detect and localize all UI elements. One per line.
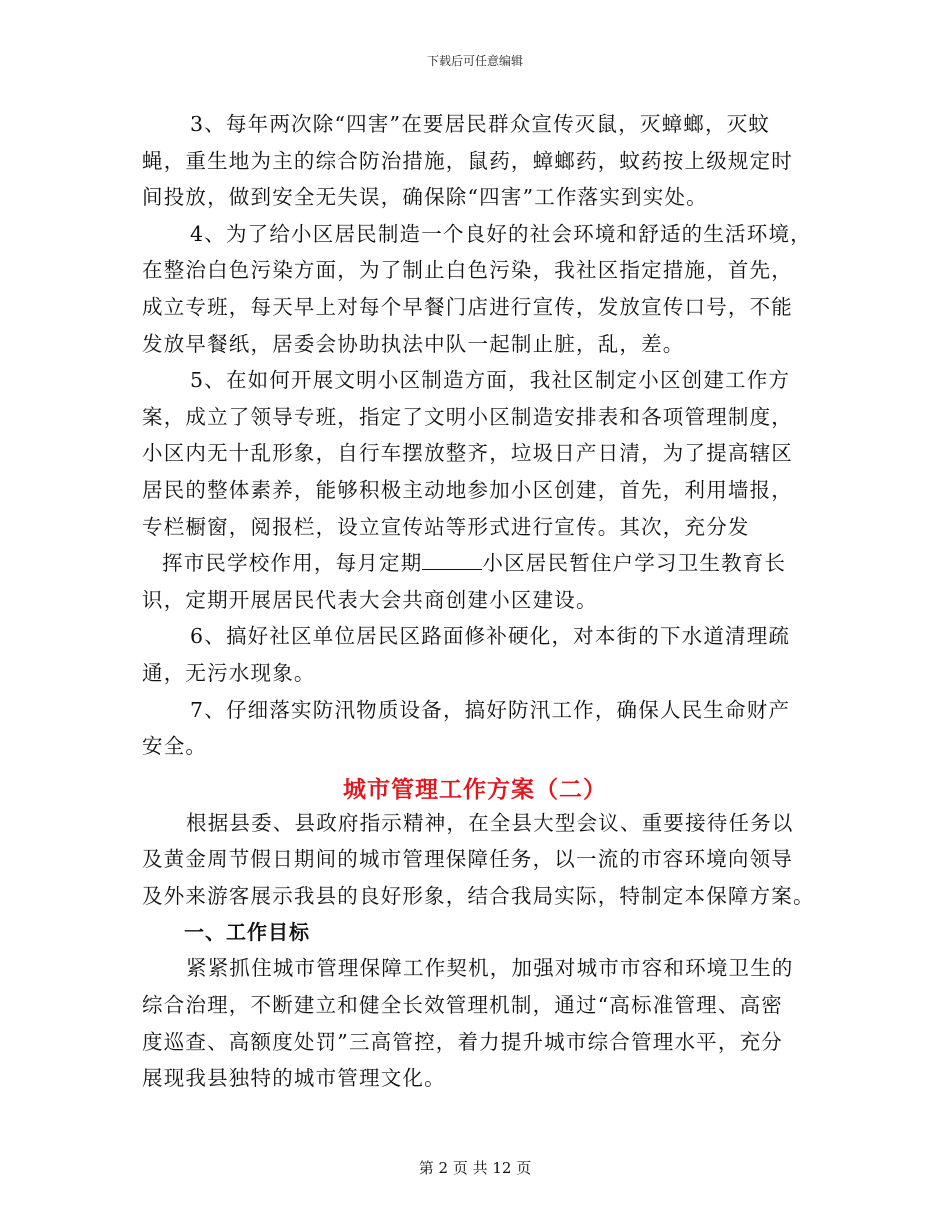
text-line: 通，无污水现象。 [142,660,316,685]
text-line: 综合治理，不断建立和健全长效管理机制，通过“高标准管理、高密 [142,993,783,1018]
item-7 [142,692,808,765]
text-line: 7、仔细落实防汛物质设备，搞好防汛工作，确保人民生命财产 [190,697,791,722]
text-line: 及黄金周节假日期间的城市管理保障任务，以一流的市容环境向领导 [142,847,793,872]
text-line: 4、为了给小区居民制造一个良好的社会环境和舒适的生活环境， [190,221,812,246]
text-line: 居民的整体素养，能够积极主动地参加小区创建，首先，利用墙报， [142,477,793,502]
intro-paragraph [142,805,815,915]
goal-paragraph [142,950,808,1096]
text-line: 度巡查、高额度处罚”三高管控，着力提升城市综合管理水平，充分 [142,1029,783,1054]
text-line: 在整治白色污染方面，为了制止白色污染，我社区指定措施，首先， [142,258,793,283]
page-footer: 第 2 页 共 12 页 [418,1159,532,1177]
section-title: 城市管理工作方案（二） [343,776,607,803]
text-line: 蝇，重生地为主的综合防治措施，鼠药，蟑螂药，蚊药按上级规定时 [142,148,793,173]
text-line: 案，成立了领导专班，指定了文明小区制造安排表和各项管理制度， [142,404,793,429]
item-5 [142,362,808,545]
item-6 [142,618,808,691]
text-line: 3、每年两次除“四害”在要居民群众宣传灭鼠，灭蟑螂，灭蚊 [190,112,771,136]
page-header: 下载后可任意编辑 [426,54,523,68]
fill-blank [422,551,482,570]
text-line: 间投放，做到安全无失误，确保除“四害”工作落实到实处。 [142,185,708,210]
text-line: 专栏橱窗，阅报栏，设立宣传站等形式进行宣传。其次，充分发 [142,514,750,539]
text-line: 展现我县独特的城市管理文化。 [142,1066,446,1091]
text-segment: 小区居民暂住户学习卫生教育长 [482,551,787,576]
text-line: 根据县委、县政府指示精神，在全县大型会议、重要接待任务以 [186,810,794,835]
item-5-continued [142,545,808,618]
document-body [142,106,815,1097]
text-line: 识，定期开展居民代表大会共商创建小区建设。 [142,587,598,612]
item-3 [142,106,808,216]
text-line: 小区内无十乱形象，自行车摆放整齐，垃圾日产日清，为了提高辖区 [142,441,793,466]
text-line: 及外来游客展示我县的良好形象，结合我局实际，特制定本保障方案。 [142,883,815,908]
text-line: 发放早餐纸，居委会协助执法中队一起制止脏，乱，差。 [142,331,685,356]
sub-heading: 一、工作目标 [184,920,310,945]
text-line: 成立专班，每天早上对每个早餐门店进行宣传，发放宣传口号，不能 [142,294,793,319]
item-4 [142,216,812,362]
text-segment: 挥市民学校作用，每月定期 [162,551,423,576]
text-line-with-blank [142,545,808,582]
text-line: 6、搞好社区单位居民区路面修补硬化，对本街的下水道清理疏 [190,624,791,649]
text-line: 5、在如何开展文明小区制造方面，我社区制定小区创建工作方 [190,368,791,393]
text-line: 紧紧抓住城市管理保障工作契机，加强对城市市容和环境卫生的 [186,956,794,981]
text-line: 安全。 [142,734,208,759]
